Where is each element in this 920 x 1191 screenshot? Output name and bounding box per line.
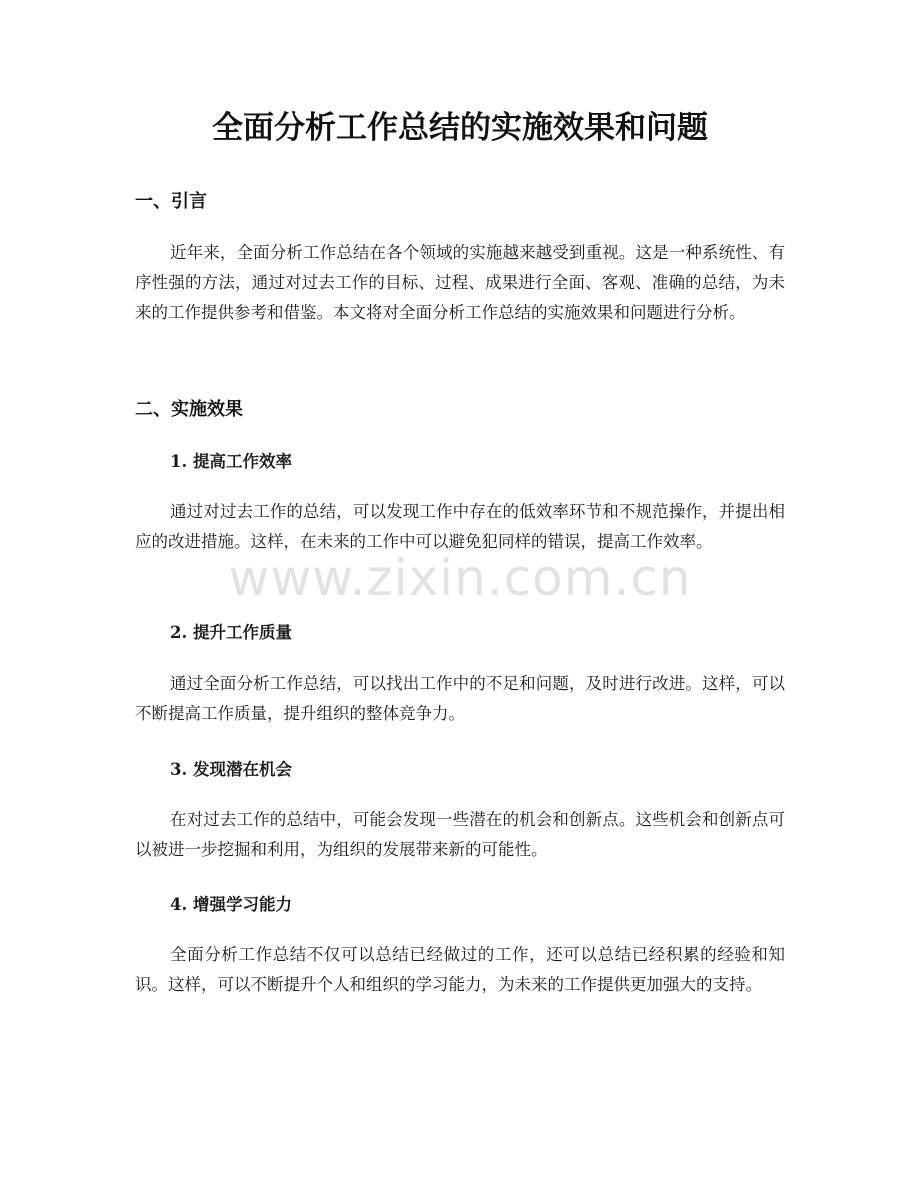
efficiency-paragraph: 通过对过去工作的总结，可以发现工作中存在的低效率环节和不规范操作，并提出相应的改进措施。这样，在未来的工作中可以避免犯同样的错误，提高工作效率。: [135, 502, 785, 551]
watermark: www.zixin.com.cn: [228, 549, 692, 607]
subheading-opportunities: 3. 发现潜在机会: [170, 760, 292, 779]
subheading-quality: 2. 提升工作质量: [170, 623, 292, 642]
quality-paragraph: 通过全面分析工作总结，可以找出工作中的不足和问题，及时进行改进。这样，可以不断提高工作质量，提升组织的整体竞争力。: [135, 674, 785, 723]
section-heading-introduction: 一、引言: [135, 191, 207, 212]
opportunities-paragraph: 在对过去工作的总结中，可能会发现一些潜在的机会和创新点。这些机会和创新点可以被进一步挖掘和利用，为组织的发展带来新的可能性。: [135, 810, 785, 859]
learning-paragraph: 全面分析工作总结不仅可以总结已经做过的工作，还可以总结已经积累的经验和知识。这样，可以不断提升个人和组织的学习能力，为未来的工作提供更加强大的支持。: [135, 945, 785, 994]
subheading-efficiency: 1. 提高工作效率: [170, 452, 292, 471]
subheading-learning: 4. 增强学习能力: [170, 895, 292, 914]
introduction-paragraph: 近年来，全面分析工作总结在各个领域的实施越来越受到重视。这是一种系统性、有序性强的方法，通过对过去工作的目标、过程、成果进行全面、客观、准确的总结，为未来的工作提供参考和借鉴。本文将对全面分析工作总结的实施效果和问题进行分析。: [135, 243, 785, 322]
page-title: 全面分析工作总结的实施效果和问题: [212, 110, 708, 146]
section-heading-effects: 二、实施效果: [135, 399, 243, 420]
